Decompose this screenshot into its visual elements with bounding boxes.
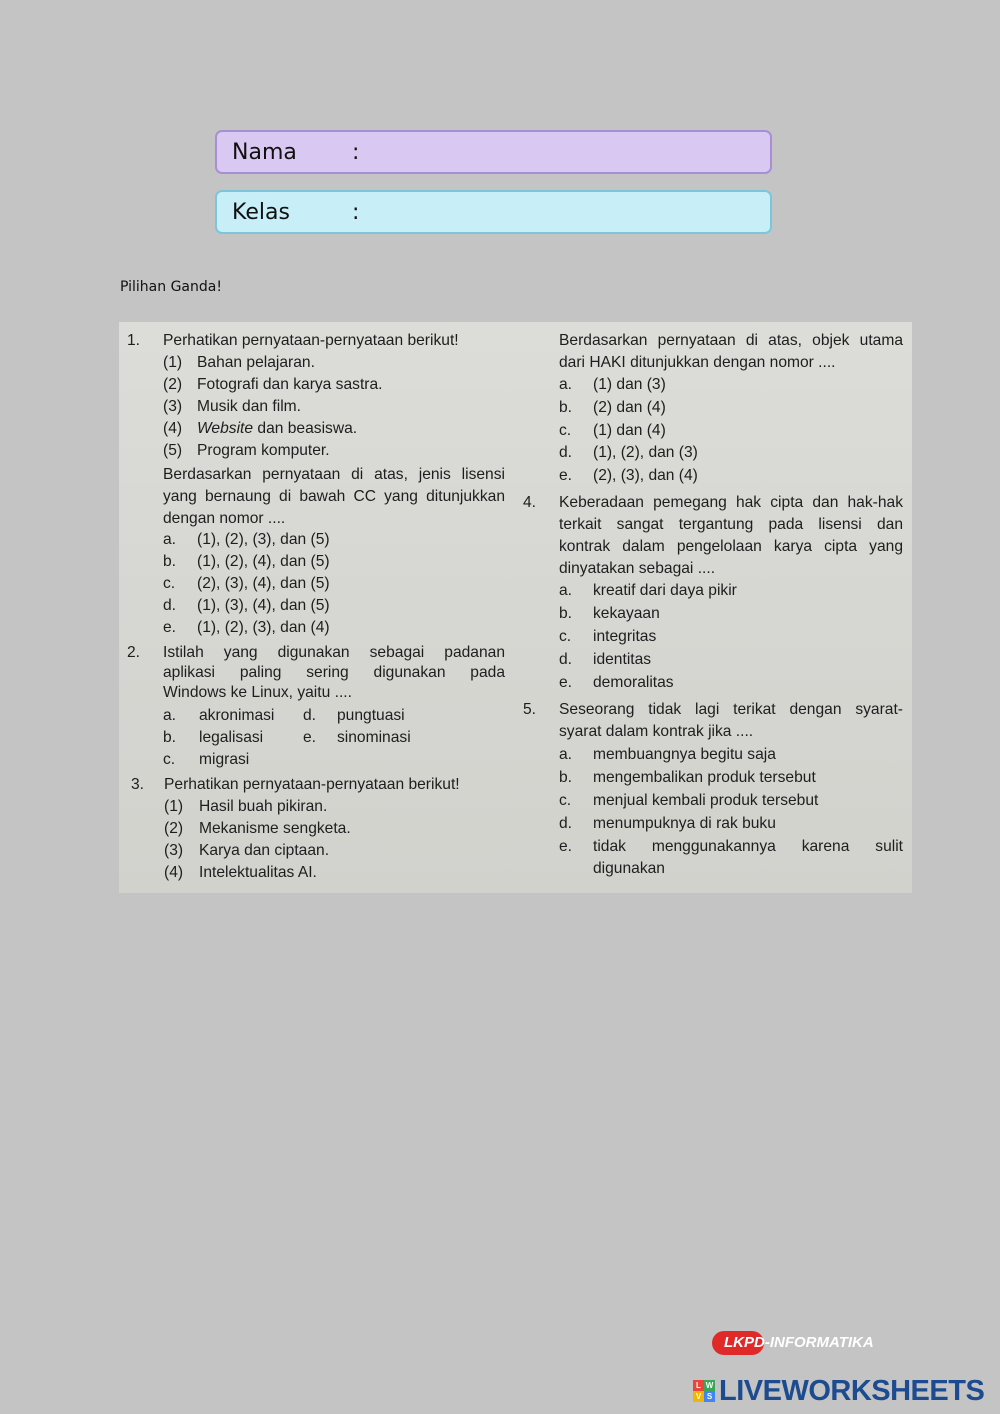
- statement-text: Fotografi dan karya sastra.: [197, 376, 383, 393]
- liveworksheets-icon: [693, 1380, 715, 1402]
- option-text: (1) dan (3): [593, 376, 666, 393]
- question-text: yang bernaung di bawah CC yang ditunjukkan: [163, 488, 505, 505]
- option-text: integritas: [593, 628, 657, 645]
- option-letter: d.: [559, 651, 573, 668]
- stem-text: kontrak dalam pengelolaan karya cipta yang: [559, 538, 903, 555]
- q2-stem: Istilah yang digunakan sebagai padanan: [163, 644, 505, 661]
- q5-number: 5.: [523, 701, 537, 718]
- q1-stem-line: [127, 330, 507, 352]
- q2-stem-line: [163, 662, 505, 684]
- question-text: Berdasarkan pernyataan di atas, objek utama: [559, 332, 903, 349]
- option-letter: c.: [559, 792, 572, 809]
- option-text: identitas: [593, 651, 652, 668]
- q3-question-line: [559, 330, 903, 352]
- option-text: tidak menggunakannya karena sulit: [593, 838, 903, 855]
- liveworksheets-logo[interactable]: [693, 1374, 984, 1408]
- option-letter: d.: [303, 707, 317, 724]
- class-label: Kelas: [232, 199, 290, 225]
- q1-stem: Perhatikan pernyataan-pernyataan berikut!: [163, 332, 459, 349]
- statement-text: Mekanisme sengketa.: [199, 820, 351, 837]
- name-label: Nama: [232, 139, 297, 165]
- statement-text: Program komputer.: [197, 442, 330, 459]
- option-text: migrasi: [199, 751, 250, 768]
- option-text: menumpuknya di rak buku: [593, 815, 776, 832]
- logo-icon-letter: W: [705, 1381, 714, 1390]
- option-text: akronimasi: [199, 707, 275, 724]
- option-letter: e.: [303, 729, 317, 746]
- option-text: (1), (2), (3), dan (4): [197, 619, 330, 636]
- option-text: (1) dan (4): [593, 422, 666, 439]
- question-text: Berdasarkan pernyataan di atas, jenis lisensi: [163, 466, 505, 483]
- option-letter: d.: [163, 597, 177, 614]
- option-letter: b.: [559, 605, 573, 622]
- q4-stem-line: [523, 492, 905, 514]
- option-letter: c.: [163, 751, 176, 768]
- logo-icon-letter: L: [693, 1380, 704, 1391]
- statement-num: (4): [163, 420, 183, 437]
- option-letter: c.: [559, 422, 572, 439]
- option-letter: c.: [559, 628, 572, 645]
- q3-number: 3.: [131, 776, 145, 793]
- option-text: sinominasi: [337, 729, 411, 746]
- statement-num: (1): [164, 798, 184, 815]
- q1-question-line: [163, 486, 505, 508]
- name-field[interactable]: [215, 130, 772, 174]
- q4-stem: Keberadaan pemegang hak cipta dan hak-hak: [559, 494, 903, 511]
- option-letter: b.: [163, 729, 177, 746]
- q2-stem-line: [127, 642, 507, 664]
- option-letter: a.: [163, 531, 177, 548]
- logo-icon-letter: S: [704, 1391, 715, 1402]
- lkpd-badge: [712, 1331, 887, 1355]
- q1-number: 1.: [127, 332, 141, 349]
- option-text: kreatif dari daya pikir: [593, 582, 737, 599]
- option-letter: e.: [559, 838, 573, 855]
- statement-num: (3): [163, 398, 183, 415]
- option-text: (1), (2), (4), dan (5): [197, 553, 330, 570]
- option-letter: d.: [559, 815, 573, 832]
- stem-text: terkait sangat tergantung pada lisensi dan: [559, 516, 903, 533]
- statement-num: (2): [164, 820, 184, 837]
- statement-num: (2): [163, 376, 183, 393]
- q5-option-e-cont: digunakan: [593, 860, 665, 877]
- q3-stem-line: [127, 774, 507, 796]
- option-text: (1), (2), (3), dan (5): [197, 531, 330, 548]
- option-text: (2) dan (4): [593, 399, 666, 416]
- q4-number: 4.: [523, 494, 537, 511]
- option-text: legalisasi: [199, 729, 264, 746]
- q1-question-line: dengan nomor ....: [163, 510, 286, 527]
- statement-text: Karya dan ciptaan.: [199, 842, 330, 859]
- class-colon: :: [352, 199, 360, 225]
- q4-stem-line: dinyatakan sebagai ....: [559, 560, 716, 577]
- q2-stem-line: Windows ke Linux, yaitu ....: [163, 684, 352, 701]
- statement-text: Intelektualitas AI.: [199, 864, 317, 881]
- q5-stem-line: syarat dalam kontrak jika ....: [559, 723, 754, 740]
- option-text: (1), (2), dan (3): [593, 444, 698, 461]
- option-letter: a.: [559, 746, 573, 763]
- option-letter: e.: [559, 674, 573, 691]
- option-letter: b.: [559, 769, 573, 786]
- logo-text: LIVEWORKSHEETS: [719, 1374, 985, 1407]
- option-text: (2), (3), (4), dan (5): [197, 575, 330, 592]
- option-letter: a.: [559, 582, 573, 599]
- q3-question-line: dari HAKI ditunjukkan dengan nomor ....: [559, 354, 836, 371]
- option-letter: a.: [163, 707, 177, 724]
- option-text: mengembalikan produk tersebut: [593, 769, 816, 786]
- q5-stem-line: [523, 699, 905, 721]
- statement-num: (1): [163, 354, 183, 371]
- option-letter: d.: [559, 444, 573, 461]
- option-letter: e.: [559, 467, 573, 484]
- option-text: (2), (3), dan (4): [593, 467, 698, 484]
- option-letter: c.: [163, 575, 176, 592]
- option-letter: e.: [163, 619, 177, 636]
- option-text: menjual kembali produk tersebut: [593, 792, 819, 809]
- class-field[interactable]: [215, 190, 772, 234]
- option-text: (1), (3), (4), dan (5): [197, 597, 330, 614]
- q2-number: 2.: [127, 644, 141, 661]
- section-title: Pilihan Ganda!: [120, 279, 222, 295]
- option-text: membuangnya begitu saja: [593, 746, 776, 763]
- option-text: demoralitas: [593, 674, 674, 691]
- statement-italic: Website: [197, 420, 254, 437]
- stem-text: aplikasi paling sering digunakan pada: [163, 664, 505, 681]
- option-letter: b.: [163, 553, 177, 570]
- statement-text: dan beasiswa.: [257, 420, 358, 437]
- statement-num: (3): [164, 842, 184, 859]
- statement-text: Bahan pelajaran.: [197, 354, 315, 371]
- statement-num: (5): [163, 442, 183, 459]
- q5-stem: Seseorang tidak lagi terikat dengan syarat-: [559, 701, 903, 718]
- q3-stem: Perhatikan pernyataan-pernyataan berikut!: [164, 776, 460, 793]
- q5-option-e[interactable]: [523, 836, 905, 858]
- statement-text: Hasil buah pikiran.: [199, 798, 328, 815]
- option-letter: a.: [559, 376, 573, 393]
- option-letter: b.: [559, 399, 573, 416]
- name-colon: :: [352, 139, 360, 165]
- statement-text: Musik dan film.: [197, 398, 301, 415]
- statement-num: (4): [164, 864, 184, 881]
- option-text: pungtuasi: [337, 707, 405, 724]
- question-sheet: [119, 322, 912, 893]
- option-text: kekayaan: [593, 605, 660, 622]
- q4-stem-line: [559, 514, 903, 536]
- q4-stem-line: [559, 536, 903, 558]
- q1-question-line: [163, 464, 505, 486]
- badge-text: LKPD-INFORMATIKA: [724, 1334, 874, 1351]
- logo-icon-letter: V: [693, 1391, 704, 1402]
